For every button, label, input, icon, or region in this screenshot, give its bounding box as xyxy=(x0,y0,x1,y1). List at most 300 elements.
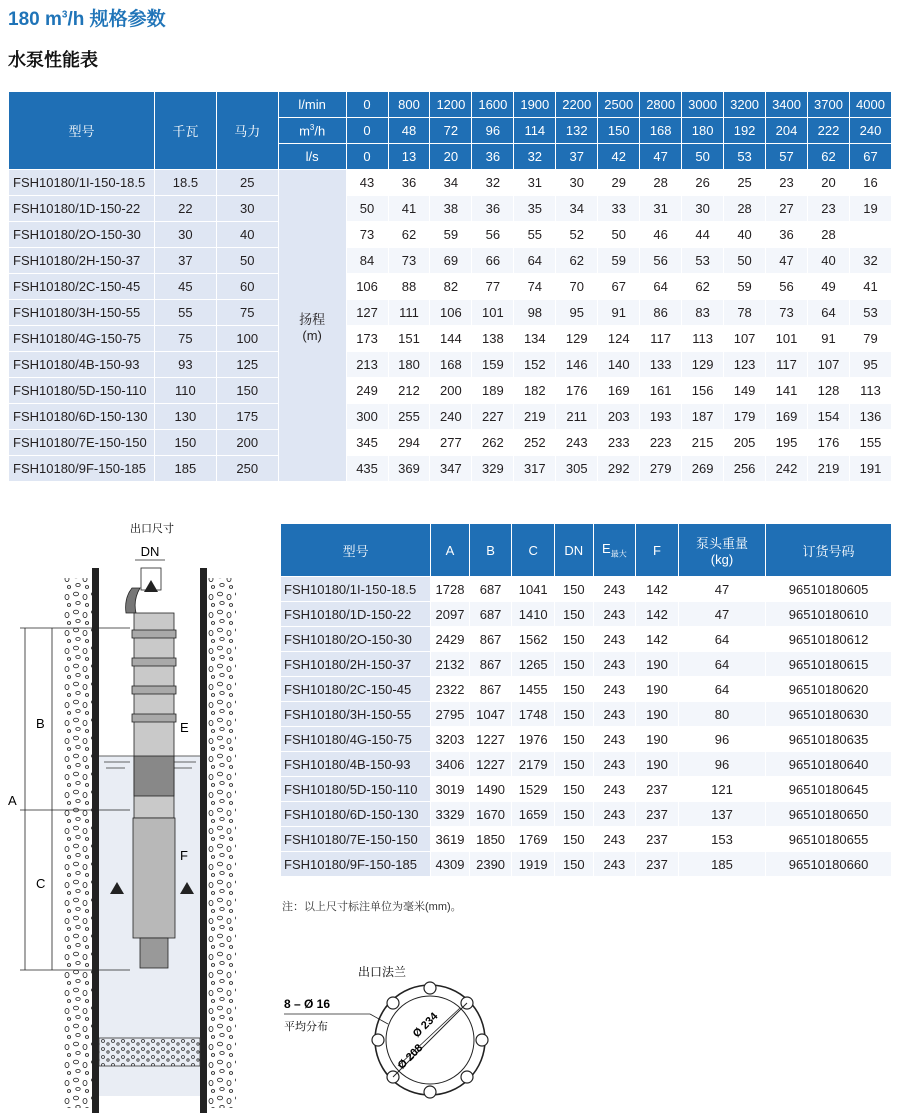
head-value-cell: 16 xyxy=(849,170,891,196)
head-value-cell: 38 xyxy=(430,196,472,222)
head-value-cell: 154 xyxy=(808,404,850,430)
dim-a-cell: 1728 xyxy=(431,577,470,602)
head-value-cell: 33 xyxy=(598,196,640,222)
row-hp: 60 xyxy=(216,274,278,300)
row-hp: 125 xyxy=(216,352,278,378)
head-value-cell: 269 xyxy=(682,456,724,482)
dim-f-cell: 190 xyxy=(636,752,679,777)
table-row xyxy=(9,222,892,248)
right-gravel xyxy=(206,578,236,1108)
head-value-cell: 243 xyxy=(556,430,598,456)
label-a: A xyxy=(8,793,17,808)
head-value-cell: 124 xyxy=(598,326,640,352)
dim-b-cell: 687 xyxy=(469,577,512,602)
flow-lmin-cell: 2200 xyxy=(556,92,598,118)
flow-m3h-cell: 222 xyxy=(808,118,850,144)
head-value-cell: 56 xyxy=(472,222,514,248)
dim-f-cell: 237 xyxy=(636,852,679,877)
dim-model-cell: FSH10180/3H-150-55 xyxy=(281,702,431,727)
flange-distribution: 平均分布 xyxy=(284,1021,328,1033)
head-value-cell: 19 xyxy=(849,196,891,222)
head-value-cell: 84 xyxy=(346,248,388,274)
head-value-cell: 161 xyxy=(640,378,682,404)
head-value-cell: 56 xyxy=(640,248,682,274)
head-value-cell: 305 xyxy=(556,456,598,482)
head-value-cell: 98 xyxy=(514,300,556,326)
flow-ls-cell: 53 xyxy=(724,144,766,170)
table-row xyxy=(9,456,892,482)
dim-c-cell: 1659 xyxy=(512,802,555,827)
table-row xyxy=(9,352,892,378)
head-value-cell: 128 xyxy=(808,378,850,404)
head-label: 扬程 (m) xyxy=(278,170,346,482)
table-row xyxy=(9,430,892,456)
head-value-cell: 136 xyxy=(849,404,891,430)
head-value-cell: 44 xyxy=(682,222,724,248)
table-row xyxy=(281,727,892,752)
row-hp: 175 xyxy=(216,404,278,430)
dim-dn-cell: 150 xyxy=(555,752,594,777)
dim-header-model: 型号 xyxy=(281,524,431,577)
head-value-cell: 219 xyxy=(514,404,556,430)
row-hp: 200 xyxy=(216,430,278,456)
head-value-cell: 53 xyxy=(682,248,724,274)
head-value-cell: 219 xyxy=(808,456,850,482)
dim-c-cell: 1455 xyxy=(512,677,555,702)
head-value-cell: 46 xyxy=(640,222,682,248)
head-value-cell: 62 xyxy=(388,222,430,248)
dim-dn-cell: 150 xyxy=(555,802,594,827)
dim-w-cell: 47 xyxy=(678,602,765,627)
dim-order-cell: 96510180612 xyxy=(766,627,892,652)
dim-order-cell: 96510180655 xyxy=(766,827,892,852)
flow-ls-cell: 0 xyxy=(346,144,388,170)
table-row xyxy=(9,300,892,326)
table-row xyxy=(9,326,892,352)
head-value-cell: 28 xyxy=(808,222,850,248)
units-note: 注：以上尺寸标注单位为毫米(mm)。 xyxy=(282,901,462,913)
flow-m3h-cell: 114 xyxy=(514,118,556,144)
head-value-cell: 133 xyxy=(640,352,682,378)
dim-b-cell: 1490 xyxy=(469,777,512,802)
head-value-cell: 155 xyxy=(849,430,891,456)
dim-dn-cell: 150 xyxy=(555,577,594,602)
head-value-cell: 134 xyxy=(514,326,556,352)
flow-ls-cell: 32 xyxy=(514,144,556,170)
row-kw: 55 xyxy=(154,300,216,326)
dim-dn-cell: 150 xyxy=(555,777,594,802)
flow-ls-cell: 36 xyxy=(472,144,514,170)
dim-a-cell: 4309 xyxy=(431,852,470,877)
dim-e-cell: 243 xyxy=(593,752,636,777)
head-value-cell: 240 xyxy=(430,404,472,430)
head-value-cell: 106 xyxy=(346,274,388,300)
dim-f-cell: 190 xyxy=(636,677,679,702)
head-value-cell: 77 xyxy=(472,274,514,300)
head-value-cell: 67 xyxy=(598,274,640,300)
flow-ls-cell: 67 xyxy=(849,144,891,170)
flow-m3h-cell: 96 xyxy=(472,118,514,144)
dim-w-cell: 121 xyxy=(678,777,765,802)
label-f: F xyxy=(180,848,188,863)
dim-e-cell: 243 xyxy=(593,777,636,802)
dim-c-cell: 1919 xyxy=(512,852,555,877)
dim-header-weight: 泵头重量 (kg) xyxy=(678,524,765,577)
head-value-cell: 435 xyxy=(346,456,388,482)
dim-b-cell: 867 xyxy=(469,677,512,702)
head-value-cell: 317 xyxy=(514,456,556,482)
dim-a-cell: 2429 xyxy=(431,627,470,652)
row-hp: 30 xyxy=(216,196,278,222)
row-kw: 93 xyxy=(154,352,216,378)
dim-e-cell: 243 xyxy=(593,577,636,602)
head-value-cell: 212 xyxy=(388,378,430,404)
table-row xyxy=(9,404,892,430)
flow-m3h-cell: 72 xyxy=(430,118,472,144)
head-value-cell: 64 xyxy=(808,300,850,326)
head-value-cell: 169 xyxy=(598,378,640,404)
flow-lmin-cell: 2500 xyxy=(598,92,640,118)
head-value-cell: 141 xyxy=(766,378,808,404)
head-value-cell: 53 xyxy=(849,300,891,326)
dim-dn-cell: 150 xyxy=(555,827,594,852)
head-value-cell: 176 xyxy=(808,430,850,456)
head-value-cell: 88 xyxy=(388,274,430,300)
dim-e-cell: 243 xyxy=(593,827,636,852)
dim-e-cell: 243 xyxy=(593,727,636,752)
dim-e-cell: 243 xyxy=(593,802,636,827)
head-value-cell: 187 xyxy=(682,404,724,430)
header-model: 型号 xyxy=(9,92,155,170)
head-value-cell: 64 xyxy=(514,248,556,274)
head-value-cell: 27 xyxy=(766,196,808,222)
head-value-cell: 138 xyxy=(472,326,514,352)
dim-f-cell: 142 xyxy=(636,602,679,627)
head-value-cell: 179 xyxy=(724,404,766,430)
header-hp: 马力 xyxy=(216,92,278,170)
dim-e-cell: 243 xyxy=(593,677,636,702)
head-value-cell: 252 xyxy=(514,430,556,456)
dim-w-cell: 64 xyxy=(678,652,765,677)
head-value-cell: 292 xyxy=(598,456,640,482)
head-value-cell: 279 xyxy=(640,456,682,482)
head-value-cell: 70 xyxy=(556,274,598,300)
head-value-cell: 255 xyxy=(388,404,430,430)
dim-c-cell: 1562 xyxy=(512,627,555,652)
head-value-cell: 43 xyxy=(346,170,388,196)
table-row xyxy=(9,378,892,404)
head-value-cell: 29 xyxy=(598,170,640,196)
dim-e-cell: 243 xyxy=(593,852,636,877)
dim-header-order: 订货号码 xyxy=(766,524,892,577)
row-hp: 25 xyxy=(216,170,278,196)
head-value-cell: 31 xyxy=(514,170,556,196)
flange-bolts: 8 – Ø 16 xyxy=(284,997,331,1011)
head-value-cell: 117 xyxy=(766,352,808,378)
row-kw: 150 xyxy=(154,430,216,456)
flow-lmin-cell: 1200 xyxy=(430,92,472,118)
head-value-cell: 173 xyxy=(346,326,388,352)
row-model: FSH10180/4B-150-93 xyxy=(9,352,155,378)
flow-ls-cell: 50 xyxy=(682,144,724,170)
row-kw: 37 xyxy=(154,248,216,274)
head-value-cell: 106 xyxy=(430,300,472,326)
pump-installation-diagram xyxy=(0,518,260,1115)
head-value-cell: 49 xyxy=(808,274,850,300)
dim-w-cell: 64 xyxy=(678,627,765,652)
head-value-cell: 47 xyxy=(766,248,808,274)
table-row xyxy=(281,652,892,677)
label-outlet-size: 出口尺寸 xyxy=(130,523,174,535)
performance-table xyxy=(8,91,892,482)
head-value-cell: 28 xyxy=(640,170,682,196)
flow-lmin-cell: 800 xyxy=(388,92,430,118)
flow-ls-cell: 57 xyxy=(766,144,808,170)
head-value-cell: 50 xyxy=(724,248,766,274)
flange-d234: Ø 234 xyxy=(410,1010,441,1041)
head-value-cell: 30 xyxy=(556,170,598,196)
dim-order-cell: 96510180660 xyxy=(766,852,892,877)
head-value-cell: 127 xyxy=(346,300,388,326)
label-b: B xyxy=(36,716,45,731)
head-value-cell: 233 xyxy=(598,430,640,456)
flow-m3h-cell: 150 xyxy=(598,118,640,144)
flow-ls-cell: 42 xyxy=(598,144,640,170)
flow-lmin-cell: 3700 xyxy=(808,92,850,118)
row-model: FSH10180/2C-150-45 xyxy=(9,274,155,300)
table-row xyxy=(281,802,892,827)
head-value-cell: 169 xyxy=(766,404,808,430)
dim-c-cell: 1976 xyxy=(512,727,555,752)
row-model: FSH10180/2O-150-30 xyxy=(9,222,155,248)
dim-order-cell: 96510180650 xyxy=(766,802,892,827)
dim-w-cell: 96 xyxy=(678,752,765,777)
row-kw: 75 xyxy=(154,326,216,352)
dim-dn-cell: 150 xyxy=(555,627,594,652)
head-value-cell: 59 xyxy=(430,222,472,248)
head-value-cell: 123 xyxy=(724,352,766,378)
head-value-cell: 149 xyxy=(724,378,766,404)
head-value-cell: 23 xyxy=(808,196,850,222)
dim-model-cell: FSH10180/2H-150-37 xyxy=(281,652,431,677)
head-value-cell: 59 xyxy=(724,274,766,300)
left-gravel xyxy=(64,578,92,1108)
dim-a-cell: 3329 xyxy=(431,802,470,827)
dim-a-cell: 2795 xyxy=(431,702,470,727)
dim-b-cell: 2390 xyxy=(469,852,512,877)
flow-lmin-cell: 2800 xyxy=(640,92,682,118)
dim-f-cell: 142 xyxy=(636,627,679,652)
head-value-cell: 152 xyxy=(514,352,556,378)
dim-order-cell: 96510180615 xyxy=(766,652,892,677)
row-hp: 75 xyxy=(216,300,278,326)
dim-header-a: A xyxy=(431,524,470,577)
dim-order-cell: 96510180635 xyxy=(766,727,892,752)
table-row xyxy=(9,274,892,300)
dim-w-cell: 47 xyxy=(678,577,765,602)
flange-title: 出口法兰 xyxy=(357,965,407,979)
dim-a-cell: 3406 xyxy=(431,752,470,777)
head-value-cell: 73 xyxy=(766,300,808,326)
table-row xyxy=(9,170,892,196)
dim-b-cell: 1047 xyxy=(469,702,512,727)
row-hp: 40 xyxy=(216,222,278,248)
row-kw: 185 xyxy=(154,456,216,482)
flow-m3h-cell: 0 xyxy=(346,118,388,144)
head-value-cell: 203 xyxy=(598,404,640,430)
dim-order-cell: 96510180610 xyxy=(766,602,892,627)
flow-m3h-cell: 168 xyxy=(640,118,682,144)
dimension-table xyxy=(280,523,892,877)
dim-dn-cell: 150 xyxy=(555,727,594,752)
head-value-cell: 52 xyxy=(556,222,598,248)
head-value-cell: 91 xyxy=(598,300,640,326)
head-value-cell: 200 xyxy=(430,378,472,404)
row-kw: 18.5 xyxy=(154,170,216,196)
dim-b-cell: 1227 xyxy=(469,752,512,777)
head-value-cell: 300 xyxy=(346,404,388,430)
head-value-cell: 66 xyxy=(472,248,514,274)
dim-order-cell: 96510180640 xyxy=(766,752,892,777)
head-value-cell: 41 xyxy=(388,196,430,222)
row-kw: 110 xyxy=(154,378,216,404)
flow-ls-cell: 20 xyxy=(430,144,472,170)
dim-header-c: C xyxy=(512,524,555,577)
label-e: E xyxy=(180,720,189,735)
page-subtitle: 水泵性能表 xyxy=(8,50,98,70)
table-row xyxy=(281,752,892,777)
dim-header-e: $E_{最大}$ xyxy=(593,524,636,577)
head-value-cell: 329 xyxy=(472,456,514,482)
head-value-cell: 86 xyxy=(640,300,682,326)
head-value-cell: 35 xyxy=(514,196,556,222)
head-value-cell: 156 xyxy=(682,378,724,404)
dim-order-cell: 96510180605 xyxy=(766,577,892,602)
row-model: FSH10180/5D-150-110 xyxy=(9,378,155,404)
head-value-cell: 79 xyxy=(849,326,891,352)
head-value-cell: 256 xyxy=(724,456,766,482)
row-model: FSH10180/9F-150-185 xyxy=(9,456,155,482)
dim-header-dn: DN xyxy=(555,524,594,577)
dim-a-cell: 2322 xyxy=(431,677,470,702)
head-value-cell: 78 xyxy=(724,300,766,326)
dim-header-b: B xyxy=(469,524,512,577)
head-value-cell: 223 xyxy=(640,430,682,456)
flow-ls-cell: 13 xyxy=(388,144,430,170)
head-value-cell: 277 xyxy=(430,430,472,456)
table-row xyxy=(281,627,892,652)
table-row xyxy=(281,702,892,727)
flow-m3h-cell: 192 xyxy=(724,118,766,144)
flow-ls-cell: 37 xyxy=(556,144,598,170)
row-model: FSH10180/1I-150-18.5 xyxy=(9,170,155,196)
head-value-cell: 34 xyxy=(556,196,598,222)
head-value-cell: 129 xyxy=(682,352,724,378)
dim-model-cell: FSH10180/1D-150-22 xyxy=(281,602,431,627)
dim-c-cell: 1410 xyxy=(512,602,555,627)
head-value-cell: 95 xyxy=(556,300,598,326)
head-value-cell: 113 xyxy=(682,326,724,352)
table-row xyxy=(281,677,892,702)
head-value-cell: 176 xyxy=(556,378,598,404)
head-value-cell: 195 xyxy=(766,430,808,456)
dim-c-cell: 1529 xyxy=(512,777,555,802)
head-value-cell: 36 xyxy=(766,222,808,248)
label-dn: DN xyxy=(140,544,160,559)
dim-b-cell: 687 xyxy=(469,602,512,627)
flow-lmin-cell: 1900 xyxy=(514,92,556,118)
flow-lmin-cell: 4000 xyxy=(849,92,891,118)
dim-header-f: F xyxy=(636,524,679,577)
page-title: 180 $m^3/h$ 规格参数 xyxy=(8,9,166,30)
dim-model-cell: FSH10180/4G-150-75 xyxy=(281,727,431,752)
dim-f-cell: 190 xyxy=(636,702,679,727)
head-value-cell: 74 xyxy=(514,274,556,300)
unit-lmin: l/min xyxy=(278,92,346,118)
head-value-cell: 95 xyxy=(849,352,891,378)
dim-b-cell: 1670 xyxy=(469,802,512,827)
row-hp: 50 xyxy=(216,248,278,274)
dim-model-cell: FSH10180/1I-150-18.5 xyxy=(281,577,431,602)
head-value-cell: 73 xyxy=(388,248,430,274)
head-value-cell: 369 xyxy=(388,456,430,482)
label-c: C xyxy=(36,876,46,891)
head-value-cell: 23 xyxy=(766,170,808,196)
dim-e-cell: 243 xyxy=(593,602,636,627)
row-model: FSH10180/3H-150-55 xyxy=(9,300,155,326)
head-value-cell: 26 xyxy=(682,170,724,196)
dim-c-cell: 1265 xyxy=(512,652,555,677)
table-row xyxy=(281,777,892,802)
row-model: FSH10180/4G-150-75 xyxy=(9,326,155,352)
unit-ls: l/s xyxy=(278,144,346,170)
dim-dn-cell: 150 xyxy=(555,652,594,677)
head-value-cell: 50 xyxy=(598,222,640,248)
head-value-cell: 180 xyxy=(388,352,430,378)
flow-lmin-cell: 3000 xyxy=(682,92,724,118)
head-value-cell: 32 xyxy=(849,248,891,274)
flow-lmin-cell: 1600 xyxy=(472,92,514,118)
head-value-cell: 62 xyxy=(556,248,598,274)
head-value-cell: 242 xyxy=(766,456,808,482)
dim-model-cell: FSH10180/2O-150-30 xyxy=(281,627,431,652)
head-value-cell: 82 xyxy=(430,274,472,300)
head-value-cell: 91 xyxy=(808,326,850,352)
head-value-cell: 40 xyxy=(808,248,850,274)
flow-m3h-cell: 132 xyxy=(556,118,598,144)
dim-order-cell: 96510180645 xyxy=(766,777,892,802)
flow-m3h-cell: 204 xyxy=(766,118,808,144)
row-model: FSH10180/6D-150-130 xyxy=(9,404,155,430)
dim-model-cell: FSH10180/4B-150-93 xyxy=(281,752,431,777)
table-row xyxy=(281,827,892,852)
dim-model-cell: FSH10180/6D-150-130 xyxy=(281,802,431,827)
head-value-cell: 111 xyxy=(388,300,430,326)
dim-a-cell: 2097 xyxy=(431,602,470,627)
flow-ls-cell: 62 xyxy=(808,144,850,170)
head-value-cell: 107 xyxy=(808,352,850,378)
dim-dn-cell: 150 xyxy=(555,677,594,702)
dim-w-cell: 64 xyxy=(678,677,765,702)
dim-e-cell: 243 xyxy=(593,627,636,652)
head-value-cell: 347 xyxy=(430,456,472,482)
dim-a-cell: 2132 xyxy=(431,652,470,677)
row-hp: 100 xyxy=(216,326,278,352)
row-kw: 22 xyxy=(154,196,216,222)
flow-m3h-cell: 240 xyxy=(849,118,891,144)
dim-order-cell: 96510180620 xyxy=(766,677,892,702)
flow-m3h-cell: 180 xyxy=(682,118,724,144)
